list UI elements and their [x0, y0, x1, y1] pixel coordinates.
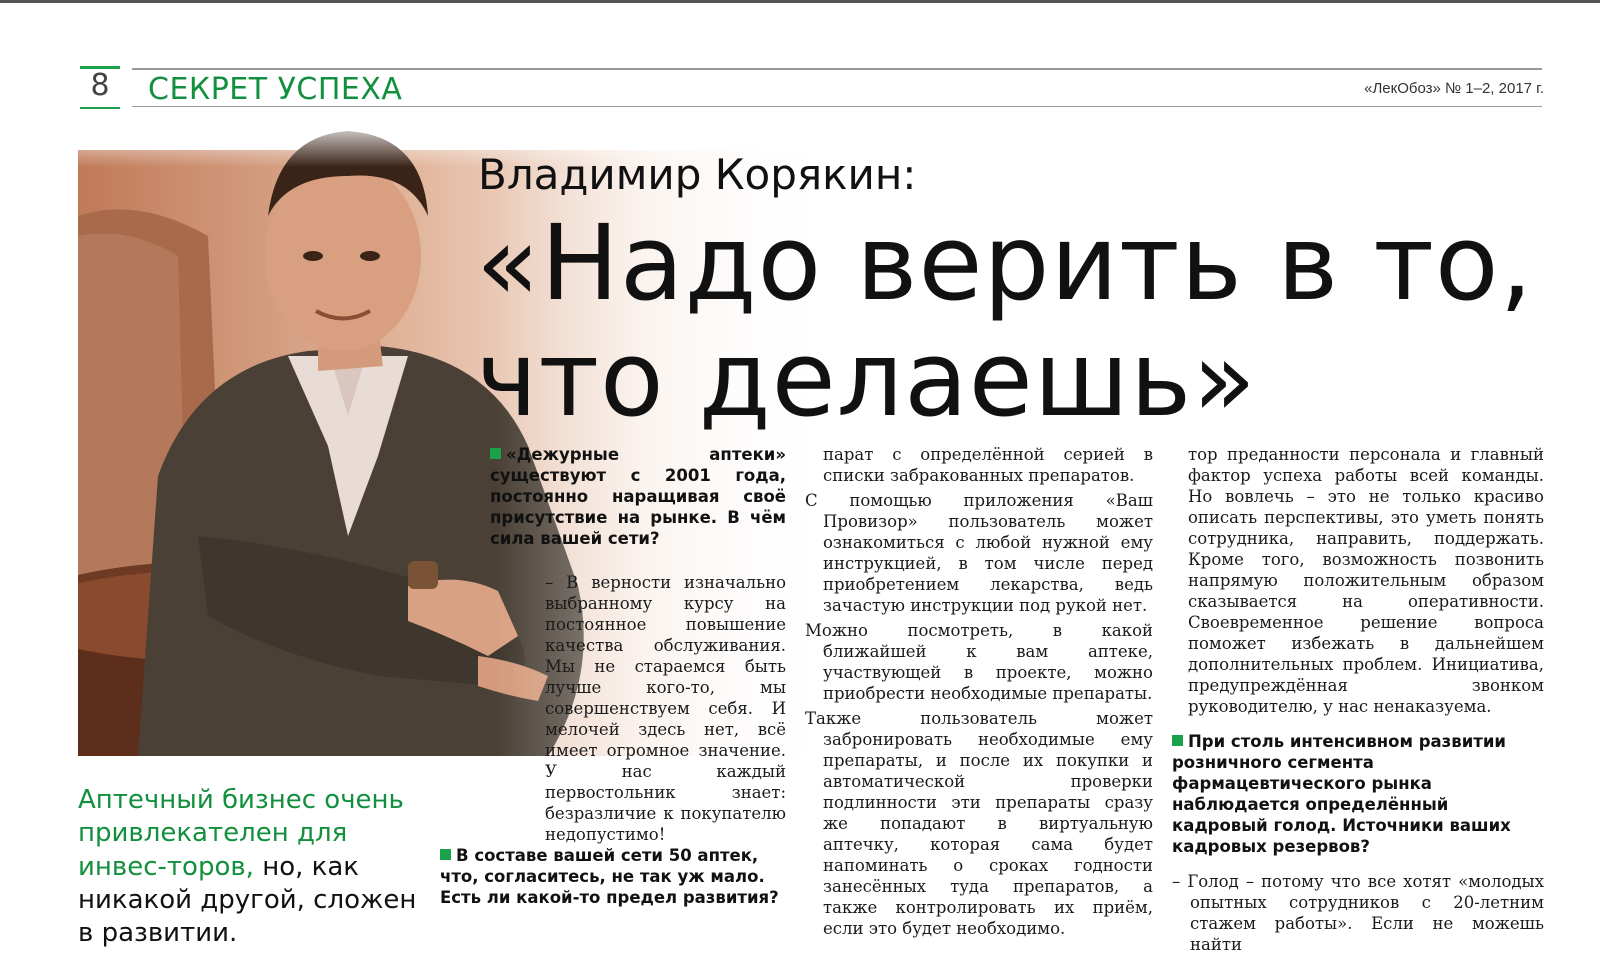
- answer-1: [455, 572, 786, 845]
- col2-p1: парат с определённой серией в списки забракованных препаратов.: [823, 445, 1153, 485]
- column-3: [1172, 444, 1544, 955]
- headline-quote: [476, 202, 1576, 441]
- col2-p2: С помощью приложения «Ваш Провизор» пользователь может ознакомиться с любой нужной ему инструкцией, в том числе перед приобретением лекарства, ведь зачастую инструкции под рукой нет.: [805, 491, 1153, 615]
- section-title: СЕКРЕТ УСПЕХА: [148, 72, 403, 107]
- question-2: В составе вашей сети 50 аптек, что, согласитесь, не так уж мало. Есть ли какой-то предел развития?: [440, 846, 779, 907]
- question-1: «Дежурные аптеки» существуют с 2001 года, постоянно наращивая своё присутствие на рынке. В чём сила вашей сети?: [490, 445, 786, 548]
- col3-answer: – Голод – потому что все хотят «молодых опытных сотрудников с 20-летним стажем работы». Если не можешь найти: [1172, 872, 1544, 954]
- lead-rest: но, как никакой другой, сложен в развитии.: [78, 851, 417, 949]
- headline-quote-line-1: «Надо верить в то,: [476, 202, 1534, 324]
- header-rule: [132, 68, 1542, 70]
- column-2: [805, 444, 1153, 939]
- col2-p3: Можно посмотреть, в какой ближайшей к вам аптеке, участвующей в проекте, можно приобрести необходимые препараты.: [805, 621, 1153, 703]
- page-number: 8: [90, 68, 110, 103]
- headline-quote-line-2: что делаешь»: [476, 318, 1257, 441]
- col3-p1: тор преданности персонала и главный фактор успеха работы всей команды. Но вовлечь – это не только красиво описать перспективы, это уметь понять сотрудника, направить, поддержать. Кроме того, возможность позвонить напрямую положительным образом сказывается на оперативности. Своевременное решение вопроса поможет избежать в дальнейшем дополнительных проблем. Инициатива, предупреждённая звонком руководителю, у нас ненаказуема.: [1188, 445, 1544, 716]
- col2-p4: Также пользователь может забронировать необходимые ему препараты, и после их покупки и автоматической проверки подлинности эти препараты сразу же попадают в виртуальную аптечку, которая сама будет напоминать о сроках годности занесённых туда препаратов, а также контролировать их приём, если это будет необходимо.: [805, 709, 1153, 938]
- lead-paragraph: [78, 784, 423, 950]
- green-square-icon: [490, 448, 501, 459]
- answer-1-text: – В верности изначально выбранному курсу на постоянное повышение качества обслуживания. Мы не стараемся быть лучше кого-то, мы совершенствуем себя. И мелочей здесь нет, всё имеет огромное значение. У нас каждый первостольник знает: безразличие к покупателю недопустимо!: [545, 573, 786, 844]
- issue-label: «ЛекОбоз» № 1–2, 2017 г.: [1364, 80, 1544, 97]
- question-3: При столь интенсивном развитии розничного сегмента фармацевтического рынка наблюдается определённый кадровый голод. Источники ваших кадровых резервов?: [1172, 732, 1511, 856]
- green-square-icon: [1172, 735, 1183, 746]
- top-border: [0, 0, 1600, 3]
- column-1: [490, 444, 786, 549]
- headline-name: Владимир Корякин:: [478, 150, 917, 199]
- green-square-icon: [440, 849, 451, 860]
- page-number-underline: [80, 107, 120, 109]
- lead-highlight: Аптечный бизнес очень привлекателен для инвес-торов,: [78, 785, 404, 882]
